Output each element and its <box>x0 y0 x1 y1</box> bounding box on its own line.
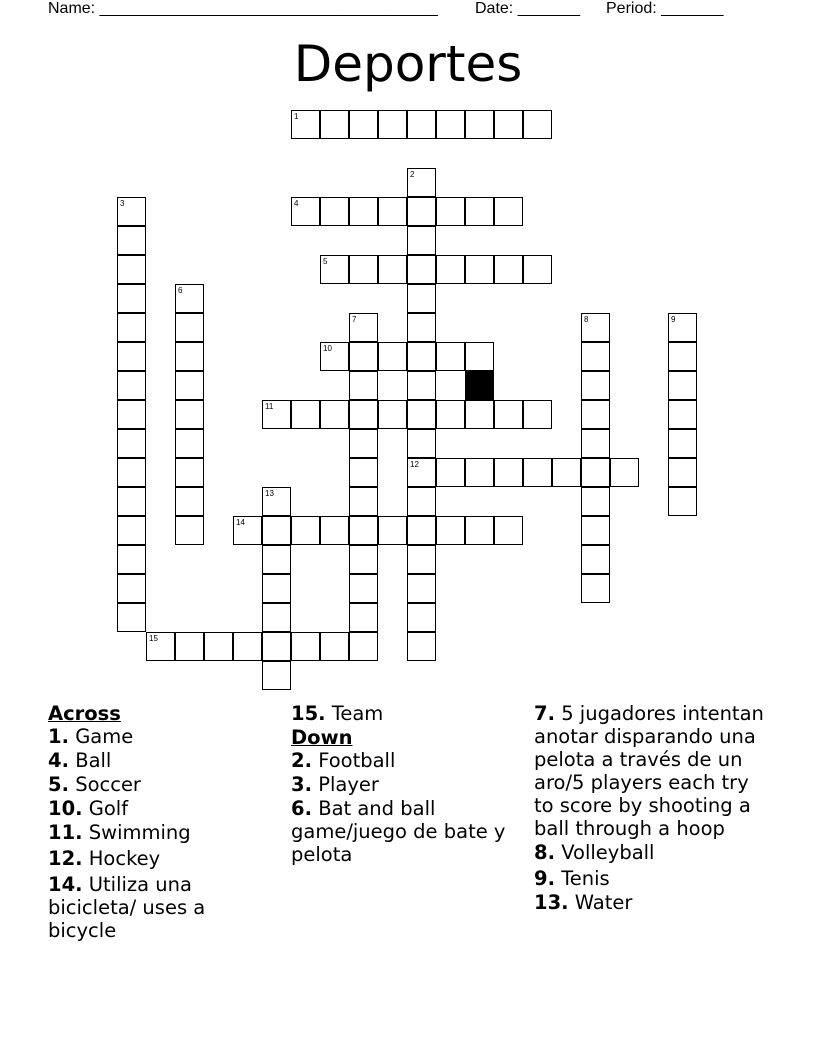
crossword-cell[interactable] <box>523 400 552 429</box>
crossword-cell[interactable] <box>436 516 465 545</box>
across-heading: Across <box>48 702 121 725</box>
crossword-cell[interactable] <box>407 313 436 342</box>
crossword-cell[interactable] <box>581 574 610 603</box>
crossword-cell[interactable] <box>146 632 175 661</box>
clue-down-7: 7. 5 jugadores intentan anotar disparando una pelota a través de un aro/5 players each try to score by shooting a ball through a hoop <box>534 702 764 840</box>
crossword-cell[interactable] <box>436 342 465 371</box>
crossword-cell[interactable] <box>291 197 320 226</box>
crossword-cell[interactable] <box>668 458 697 487</box>
crossword-cell[interactable] <box>262 400 291 429</box>
crossword-cell[interactable] <box>407 255 436 284</box>
date-field-label: Date: _______ <box>475 0 580 17</box>
crossword-cell[interactable] <box>233 516 262 545</box>
crossword-cell[interactable] <box>436 400 465 429</box>
page-title: Deportes <box>293 35 523 93</box>
clue-down-8: 8. Volleyball <box>534 841 655 864</box>
cell-number: 11 <box>265 402 274 411</box>
name-field-label: Name: ______________________________________ <box>48 0 438 17</box>
crossword-cell[interactable] <box>117 197 146 226</box>
crossword-cell[interactable] <box>407 632 436 661</box>
crossword-cell[interactable] <box>465 516 494 545</box>
crossword-cell[interactable] <box>117 603 146 632</box>
cell-number: 6 <box>178 286 183 295</box>
crossword-cell[interactable] <box>291 400 320 429</box>
crossword-cell[interactable] <box>668 429 697 458</box>
crossword-cell[interactable] <box>494 255 523 284</box>
crossword-cell[interactable] <box>436 197 465 226</box>
crossword-cell[interactable] <box>407 458 436 487</box>
down-heading: Down <box>291 726 353 749</box>
clues-column-2 <box>291 702 526 867</box>
crossword-cell[interactable] <box>581 313 610 342</box>
crossword-cell[interactable] <box>117 342 146 371</box>
crossword-cell[interactable] <box>262 632 291 661</box>
crossword-cell[interactable] <box>436 458 465 487</box>
clue-down-13: 13. Water <box>534 891 633 914</box>
clue-across-1: 1. Game <box>48 725 134 748</box>
cell-number: 3 <box>120 199 125 208</box>
clue-across-5: 5. Soccer <box>48 773 141 796</box>
crossword-cell[interactable] <box>668 400 697 429</box>
crossword-cell[interactable] <box>262 661 291 690</box>
crossword-cell[interactable] <box>175 284 204 313</box>
crossword-cell[interactable] <box>581 487 610 516</box>
crossword-cell[interactable] <box>378 197 407 226</box>
crossword-cell[interactable] <box>320 632 349 661</box>
crossword-cell[interactable] <box>581 545 610 574</box>
crossword-cell[interactable] <box>349 458 378 487</box>
crossword-cell[interactable] <box>175 371 204 400</box>
crossword-cell[interactable] <box>407 603 436 632</box>
crossword-cell[interactable] <box>175 400 204 429</box>
crossword-cell[interactable] <box>349 429 378 458</box>
crossword-cell[interactable] <box>407 400 436 429</box>
crossword-cell[interactable] <box>175 487 204 516</box>
cell-number: 14 <box>236 518 245 527</box>
cell-number: 8 <box>584 315 589 324</box>
crossword-cell[interactable] <box>436 110 465 139</box>
crossword-cell[interactable] <box>407 226 436 255</box>
crossword-cell[interactable] <box>204 632 233 661</box>
crossword-cell[interactable] <box>117 400 146 429</box>
crossword-cell[interactable] <box>117 313 146 342</box>
crossword-cell[interactable] <box>175 342 204 371</box>
crossword-cell[interactable] <box>552 458 581 487</box>
crossword-cell[interactable] <box>378 516 407 545</box>
cell-number: 2 <box>410 170 415 179</box>
crossword-cell[interactable] <box>175 429 204 458</box>
crossword-cell[interactable] <box>407 110 436 139</box>
crossword-cell[interactable] <box>291 632 320 661</box>
crossword-cell[interactable] <box>494 400 523 429</box>
crossword-cell[interactable] <box>117 487 146 516</box>
crossword-cell[interactable] <box>320 197 349 226</box>
crossword-cell[interactable] <box>349 110 378 139</box>
cell-number: 4 <box>294 199 299 208</box>
crossword-cell[interactable] <box>378 342 407 371</box>
crossword-cell[interactable] <box>407 545 436 574</box>
crossword-cell[interactable] <box>262 574 291 603</box>
cell-number: 12 <box>410 460 419 469</box>
crossword-cell[interactable] <box>117 255 146 284</box>
clue-down-3: 3. Player <box>291 773 379 796</box>
crossword-cell[interactable] <box>407 516 436 545</box>
crossword-cell[interactable] <box>407 429 436 458</box>
crossword-cell[interactable] <box>175 516 204 545</box>
clues-column-3 <box>534 702 770 915</box>
crossword-cell[interactable] <box>349 574 378 603</box>
crossword-cell[interactable] <box>378 110 407 139</box>
cell-number: 7 <box>352 315 357 324</box>
crossword-cell[interactable] <box>523 110 552 139</box>
crossword-cell[interactable] <box>668 487 697 516</box>
cell-number: 13 <box>265 489 274 498</box>
crossword-cell[interactable] <box>581 371 610 400</box>
cell-number: 10 <box>323 344 332 353</box>
clue-down-9: 9. Tenis <box>534 867 610 890</box>
crossword-cell[interactable] <box>349 313 378 342</box>
clue-across-10: 10. Golf <box>48 797 129 820</box>
crossword-cell[interactable] <box>523 255 552 284</box>
crossword-cell[interactable] <box>407 487 436 516</box>
clue-down-6: 6. Bat and ball game/juego de bate y pelota <box>291 797 506 866</box>
crossword-cell[interactable] <box>117 284 146 313</box>
crossword-cell[interactable] <box>523 458 552 487</box>
crossword-cell[interactable] <box>581 429 610 458</box>
clue-across-15: 15. Team <box>291 702 384 725</box>
clues-column-1 <box>48 702 278 943</box>
crossword-cell[interactable] <box>494 110 523 139</box>
crossword-cell[interactable] <box>407 574 436 603</box>
crossword-cell[interactable] <box>581 458 610 487</box>
crossword-cell[interactable] <box>349 516 378 545</box>
crossword-cell[interactable] <box>407 371 436 400</box>
crossword-cell[interactable] <box>378 255 407 284</box>
crossword-cell[interactable] <box>175 458 204 487</box>
period-field-label: Period: _______ <box>606 0 724 17</box>
clue-across-11: 11. Swimming <box>48 821 191 844</box>
crossword-cell[interactable] <box>378 400 407 429</box>
crossword-cell[interactable] <box>465 342 494 371</box>
crossword-cell[interactable] <box>349 255 378 284</box>
cell-number: 15 <box>149 634 158 643</box>
crossword-cell[interactable] <box>262 487 291 516</box>
crossword-cell[interactable] <box>349 342 378 371</box>
clue-across-12: 12. Hockey <box>48 847 161 870</box>
cell-number: 5 <box>323 257 328 266</box>
crossword-cell[interactable] <box>349 371 378 400</box>
crossword-cell[interactable] <box>465 400 494 429</box>
cell-number: 1 <box>294 112 299 121</box>
crossword-cell[interactable] <box>262 603 291 632</box>
crossword-cell[interactable] <box>349 487 378 516</box>
clue-down-2: 2. Football <box>291 749 396 772</box>
crossword-cell[interactable] <box>581 342 610 371</box>
crossword-cell[interactable] <box>465 197 494 226</box>
crossword-cell[interactable] <box>117 371 146 400</box>
crossword-cell[interactable] <box>668 313 697 342</box>
crossword-cell[interactable] <box>320 255 349 284</box>
crossword-cell[interactable] <box>436 255 465 284</box>
crossword-cell[interactable] <box>117 516 146 545</box>
clue-across-14: 14. Utiliza una bicicleta/ uses a bicycle <box>48 873 206 942</box>
crossword-cell[interactable] <box>349 197 378 226</box>
crossword-cell[interactable] <box>349 603 378 632</box>
crossword-cell[interactable] <box>610 458 639 487</box>
crossword-cell[interactable] <box>175 632 204 661</box>
crossword-cell[interactable] <box>117 458 146 487</box>
crossword-cell[interactable] <box>320 110 349 139</box>
crossword-cell[interactable] <box>291 516 320 545</box>
crossword-cell[interactable] <box>262 516 291 545</box>
crossword-cell[interactable] <box>407 284 436 313</box>
crossword-cell[interactable] <box>581 516 610 545</box>
crossword-cell[interactable] <box>668 342 697 371</box>
crossword-cell[interactable] <box>262 545 291 574</box>
crossword-cell[interactable] <box>349 545 378 574</box>
crossword-cell[interactable] <box>465 110 494 139</box>
cell-number: 9 <box>671 315 676 324</box>
crossword-cell[interactable] <box>494 516 523 545</box>
crossword-cell[interactable] <box>117 226 146 255</box>
crossword-cell[interactable] <box>349 632 378 661</box>
crossword-cell[interactable] <box>117 574 146 603</box>
crossword-cell[interactable] <box>581 400 610 429</box>
crossword-cell[interactable] <box>320 516 349 545</box>
crossword-cell[interactable] <box>291 110 320 139</box>
crossword-cell[interactable] <box>349 400 378 429</box>
crossword-cell[interactable] <box>494 458 523 487</box>
crossword-cell[interactable] <box>175 313 204 342</box>
crossword-cell[interactable] <box>320 342 349 371</box>
crossword-cell[interactable] <box>233 632 262 661</box>
crossword-cell[interactable] <box>465 458 494 487</box>
crossword-cell[interactable] <box>465 255 494 284</box>
crossword-cell[interactable] <box>407 168 436 197</box>
crossword-cell[interactable] <box>117 545 146 574</box>
crossword-cell[interactable] <box>668 371 697 400</box>
crossword-cell[interactable] <box>407 342 436 371</box>
crossword-cell[interactable] <box>494 197 523 226</box>
crossword-cell[interactable] <box>320 400 349 429</box>
crossword-block[interactable] <box>465 371 494 400</box>
crossword-cell[interactable] <box>117 429 146 458</box>
clue-across-4: 4. Ball <box>48 749 112 772</box>
crossword-cell[interactable] <box>407 197 436 226</box>
